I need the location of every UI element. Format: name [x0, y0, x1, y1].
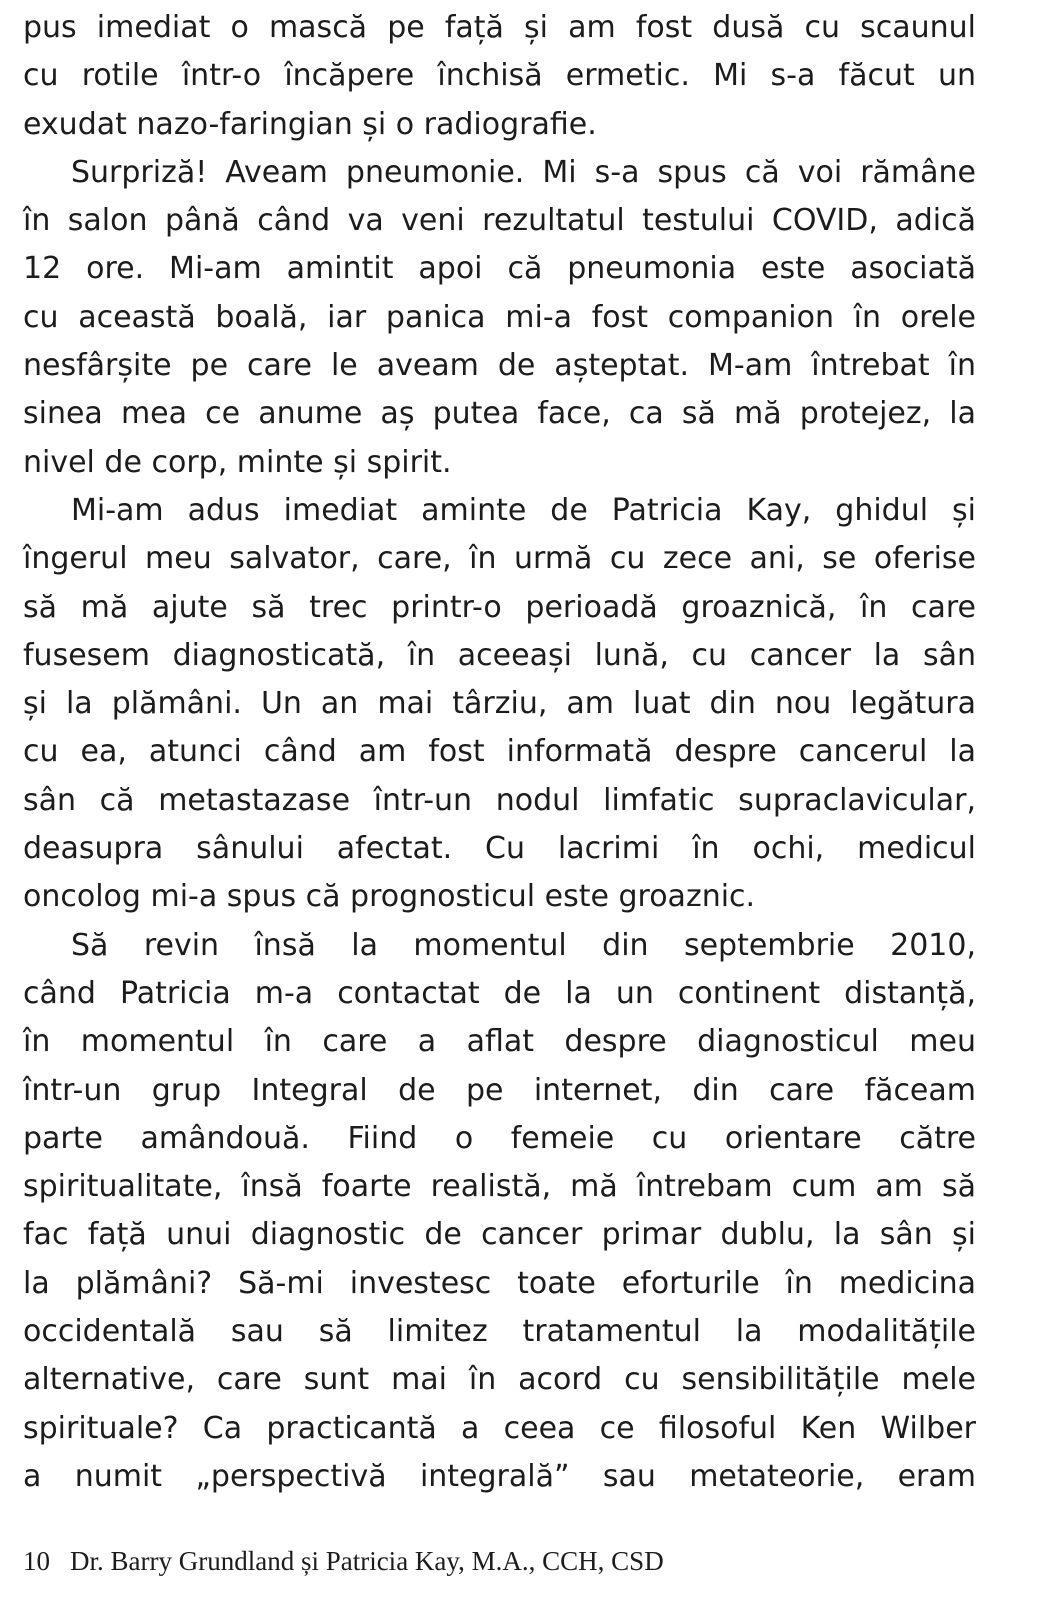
text-line: cu ea, atunci când am fost informată despre cancerul la [23, 734, 976, 770]
text-line: sân că metastazase într-un nodul limfatic supraclavicular, [23, 782, 976, 818]
text-line: în salon până când va veni rezultatul testului COVID, adică [23, 203, 976, 239]
text-line: să mă ajute să trec printr-o perioadă groaznică, în care [23, 589, 976, 625]
page-number: 10 [23, 1546, 50, 1576]
text-line: 12 ore. Mi-am amintit apoi că pneumonia este asociată [23, 251, 976, 287]
text-line: deasupra sânului afectat. Cu lacrimi în ochi, medicul [23, 831, 976, 867]
text-line: Să revin însă la momentul din septembrie 2010, [71, 927, 976, 963]
text-line: fusesem diagnosticată, în aceeași lună, cu cancer la sân [23, 637, 976, 673]
text-line: Surpriză! Aveam pneumonie. Mi s-a spus că voi rămâne [71, 154, 976, 190]
text-line: exudat nazo-faringian și o radiografie. [23, 106, 597, 142]
page-footer [23, 1546, 664, 1577]
text-line: Mi-am adus imediat aminte de Patricia Kay, ghidul și [71, 492, 976, 528]
text-line: sinea mea ce anume aș putea face, ca să mă protejez, la [23, 396, 976, 432]
text-line: pus imediat o mască pe față și am fost dusă cu scaunul [23, 10, 976, 45]
text-line: alternative, care sunt mai în acord cu sensibilitățile mele [23, 1362, 976, 1398]
text-line: fac față unui diagnostic de cancer primar dublu, la sân și [23, 1217, 976, 1253]
text-line: cu această boală, iar panica mi-a fost companion în orele [23, 299, 976, 335]
text-line: nesfârșite pe care le aveam de așteptat. M-am întrebat în [23, 348, 976, 384]
text-line: cu rotile într-o încăpere închisă ermetic. Mi s-a făcut un [23, 58, 976, 94]
text-line: când Patricia m-a contactat de la un continent distanță, [23, 975, 976, 1011]
running-head: Dr. Barry Grundland și Patricia Kay, M.A., CCH, CSD [70, 1546, 664, 1576]
text-line: spirituale? Ca practicantă a ceea ce filosoful Ken Wilber [23, 1410, 976, 1446]
body-text [23, 4, 976, 1501]
text-line: parte amândouă. Fiind o femeie cu orientare către [23, 1120, 976, 1156]
text-line: la plămâni? Să-mi investesc toate eforturile în medicina [23, 1265, 976, 1301]
text-line: oncolog mi-a spus că prognosticul este groaznic. [23, 879, 756, 915]
text-line: și la plămâni. Un an mai târziu, am luat din nou legătura [23, 686, 976, 722]
text-line: a numit „perspectivă integrală” sau metateorie, eram [23, 1458, 976, 1494]
text-line: spiritualitate, însă foarte realistă, mă întrebam cum am să [23, 1169, 976, 1205]
text-line: îngerul meu salvator, care, în urmă cu zece ani, se oferise [23, 541, 976, 577]
text-line: occidentală sau să limitez tratamentul la modalitățile [23, 1314, 976, 1350]
text-line: nivel de corp, minte și spirit. [23, 444, 452, 480]
text-line: în momentul în care a aflat despre diagnosticul meu [23, 1024, 976, 1060]
text-line: într-un grup Integral de pe internet, din care făceam [23, 1072, 976, 1108]
